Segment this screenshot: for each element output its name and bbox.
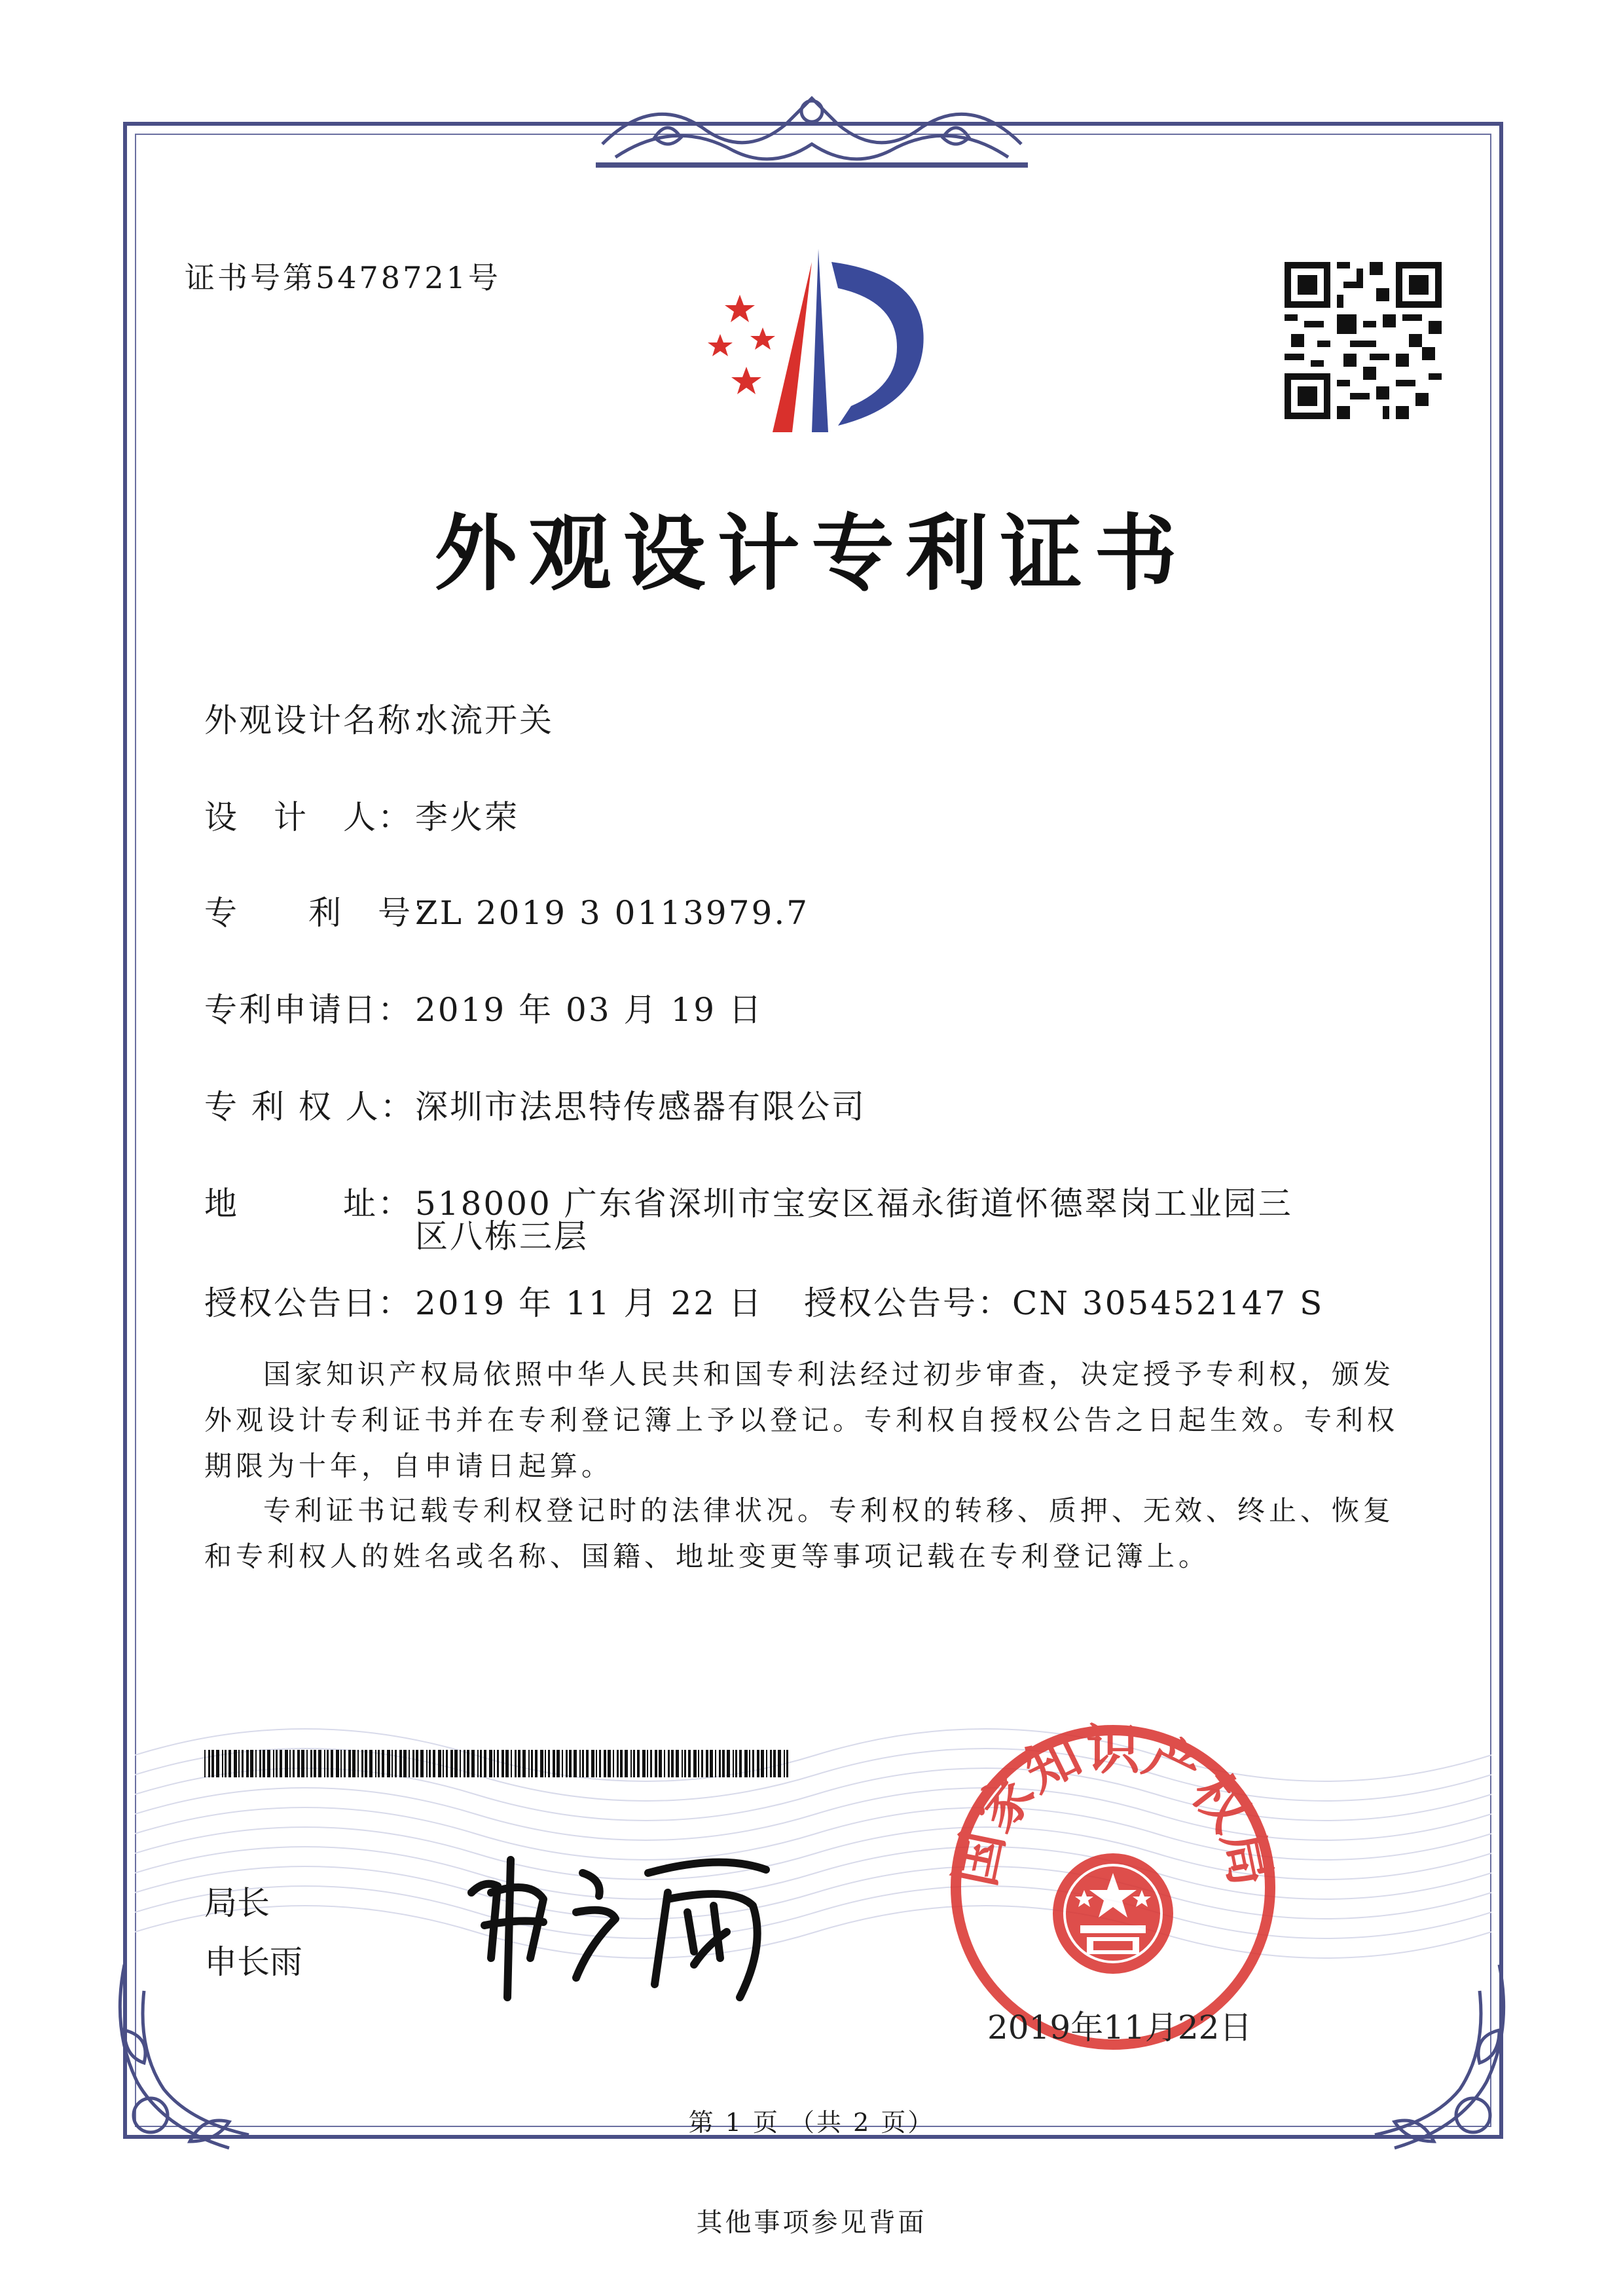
barcode-bar (671, 1750, 674, 1777)
field-grant-date (204, 1277, 763, 1324)
barcode-bar (348, 1750, 351, 1777)
barcode-bar (620, 1750, 623, 1777)
barcode-bar (630, 1750, 632, 1777)
field-patentee (204, 1081, 866, 1128)
barcode-bar (297, 1750, 300, 1777)
barcode-bar (511, 1750, 512, 1777)
top-ornament (576, 85, 1048, 177)
field-label: 授权公告号： (804, 1284, 1012, 1322)
barcode-bar (553, 1750, 555, 1777)
field-value: 李火荣 (415, 798, 519, 836)
barcode-bar (352, 1750, 356, 1777)
barcode-bar (786, 1750, 788, 1777)
barcode-bar (698, 1750, 699, 1777)
barcode-icon (204, 1750, 793, 1777)
barcode-bar (515, 1750, 517, 1777)
barcode-bar (426, 1750, 428, 1777)
barcode-bar (766, 1750, 767, 1777)
barcode-bar (773, 1750, 776, 1777)
barcode-bar (522, 1750, 526, 1777)
barcode-bar (416, 1750, 418, 1777)
barcode-bar (548, 1750, 550, 1777)
page-number: 第 1 页 （共 2 页） (688, 2108, 935, 2137)
barcode-bar (637, 1750, 640, 1777)
barcode-bar (234, 1750, 237, 1777)
barcode-bar (301, 1750, 304, 1777)
barcode-bar (306, 1750, 308, 1777)
barcode-bar (735, 1750, 737, 1777)
barcode-bar (722, 1750, 725, 1777)
barcode-bar (489, 1750, 492, 1777)
barcode-bar (501, 1750, 504, 1777)
field-value: 2019 年 03 月 19 日 (415, 991, 763, 1029)
barcode-bar (540, 1750, 543, 1777)
barcode-bar (591, 1750, 594, 1777)
barcode-bar (464, 1750, 465, 1777)
barcode-bar (477, 1750, 479, 1777)
barcode-bar (399, 1750, 402, 1777)
field-value: 深圳市法思特传感器有限公司 (415, 1088, 866, 1126)
barcode-bar (344, 1750, 346, 1777)
barcode-bar (701, 1750, 703, 1777)
barcode-bar (255, 1750, 257, 1777)
barcode-bar (676, 1750, 679, 1777)
statement-paragraph-1 (204, 1352, 1422, 1489)
certificate-number: 证书号第5478721号 (185, 260, 501, 295)
statement-paragraph-2 (204, 1488, 1422, 1580)
barcode-bar (327, 1750, 329, 1777)
field-label: 专 利 号： (204, 894, 447, 932)
barcode-bar (664, 1750, 665, 1777)
barcode-bar (562, 1750, 563, 1777)
barcode-bar (409, 1750, 410, 1777)
director-signature (458, 1834, 825, 2017)
barcode-bar (757, 1750, 759, 1777)
barcode-bar (276, 1750, 278, 1777)
field-value: 2019 年 11 月 22 日 (415, 1284, 763, 1322)
barcode-bar (392, 1750, 393, 1777)
barcode-bar (613, 1750, 614, 1777)
barcode-bar (599, 1750, 601, 1777)
barcode-bar (569, 1750, 572, 1777)
barcode-bar (454, 1750, 458, 1777)
barcode-bar (433, 1750, 435, 1777)
field-value: ZL 2019 3 0113979.7 (415, 894, 810, 932)
paragraph-text: 国家知识产权局依照中华人民共和国专利法经过初步审查，决定授予专利权，颁发外观设计专利证书并在专利登记簿上予以登记。专利权自授权公告之日起生效。专利权期限为十年，自申请日起算。 (204, 1358, 1399, 1482)
barcode-bar (752, 1750, 754, 1777)
field-value: 518000 广东省深圳市宝安区福永街道怀德翠岗工业园三 (415, 1185, 1293, 1223)
barcode-bar (285, 1750, 288, 1777)
barcode-bar (395, 1750, 397, 1777)
barcode-bar (749, 1750, 750, 1777)
field-label: 专利申请日： (204, 991, 412, 1029)
barcode-bar (280, 1750, 282, 1777)
barcode-bar (770, 1750, 772, 1777)
barcode-bar (574, 1750, 577, 1777)
field-label: 授权公告日： (204, 1284, 412, 1322)
barcode-bar (719, 1750, 721, 1777)
barcode-bar (625, 1750, 628, 1777)
barcode-bar (494, 1750, 495, 1777)
barcode-bar (545, 1750, 546, 1777)
barcode-bar (369, 1750, 373, 1777)
certificate-title: 外观设计专利证书 (434, 506, 1189, 602)
seal-date: 2019年11月22日 (987, 2009, 1252, 2046)
barcode-bar (246, 1750, 249, 1777)
barcode-bar (204, 1750, 206, 1777)
barcode-bar (460, 1750, 461, 1777)
barcode-bar (617, 1750, 619, 1777)
barcode-bar (608, 1750, 611, 1777)
barcode-bar (682, 1750, 683, 1777)
field-designer (204, 791, 519, 838)
field-address-line2: 区八栋三层 (415, 1217, 589, 1255)
barcode-bar (443, 1750, 444, 1777)
barcode-bar (267, 1750, 270, 1777)
barcode-bar (586, 1750, 589, 1777)
barcode-bar (566, 1750, 568, 1777)
barcode-bar (715, 1750, 716, 1777)
barcode-bar (693, 1750, 697, 1777)
footer-note: 其他事项参见背面 (696, 2208, 927, 2238)
barcode-bar (668, 1750, 670, 1777)
field-label: 专 利 权 人： (204, 1088, 415, 1126)
barcode-bar (471, 1750, 475, 1777)
barcode-bar (484, 1750, 486, 1777)
field-design-name (204, 694, 554, 741)
barcode-bar (242, 1750, 244, 1777)
barcode-bar (314, 1750, 316, 1777)
barcode-bar (710, 1750, 713, 1777)
barcode-bar (420, 1750, 424, 1777)
barcode-bar (684, 1750, 686, 1777)
barcode-bar (688, 1750, 691, 1777)
field-label: 外观设计名称： (204, 701, 447, 739)
field-value: CN 305452147 S (1012, 1284, 1324, 1322)
barcode-bar (222, 1750, 223, 1777)
barcode-bar (450, 1750, 453, 1777)
barcode-bar (293, 1750, 295, 1777)
barcode-bar (225, 1750, 227, 1777)
barcode-bar (211, 1750, 214, 1777)
barcode-bar (340, 1750, 342, 1777)
barcode-bar (528, 1750, 530, 1777)
barcode-bar (403, 1750, 407, 1777)
barcode-bar (429, 1750, 431, 1777)
barcode-bar (289, 1750, 291, 1777)
barcode-bar (324, 1750, 325, 1777)
field-publication-number (804, 1277, 1324, 1324)
barcode-bar (467, 1750, 469, 1777)
barcode-bar (579, 1750, 581, 1777)
barcode-bar (556, 1750, 560, 1777)
barcode-bar (706, 1750, 708, 1777)
barcode-bar (331, 1750, 333, 1777)
barcode-bar (642, 1750, 646, 1777)
barcode-bar (531, 1750, 533, 1777)
barcode-bar (216, 1750, 219, 1777)
barcode-bar (382, 1750, 384, 1777)
barcode-bar (604, 1750, 606, 1777)
director-title: 局长 (204, 1884, 270, 1922)
barcode-bar (318, 1750, 321, 1777)
barcode-bar (412, 1750, 414, 1777)
barcode-bar (273, 1750, 274, 1777)
director-name: 申长雨 (204, 1943, 302, 1981)
field-address (204, 1177, 1293, 1225)
barcode-bar (361, 1750, 363, 1777)
barcode-bar (365, 1750, 367, 1777)
barcode-bar (378, 1750, 380, 1777)
barcode-bar (744, 1750, 748, 1777)
barcode-bar (647, 1750, 648, 1777)
field-patent-number (204, 887, 809, 934)
barcode-bar (761, 1750, 764, 1777)
barcode-bar (310, 1750, 312, 1777)
barcode-bar (497, 1750, 499, 1777)
field-application-date (204, 984, 763, 1031)
barcode-bar (650, 1750, 652, 1777)
barcode-bar (535, 1750, 538, 1777)
barcode-bar (655, 1750, 657, 1777)
barcode-bar (387, 1750, 390, 1777)
qr-code-icon (1285, 262, 1442, 419)
barcode-bar (784, 1750, 785, 1777)
barcode-bar (733, 1750, 734, 1777)
patent-office-logo-icon (694, 236, 969, 445)
barcode-bar (727, 1750, 730, 1777)
barcode-bar (375, 1750, 376, 1777)
barcode-bar (336, 1750, 339, 1777)
barcode-bar (778, 1750, 781, 1777)
barcode-bar (633, 1750, 635, 1777)
barcode-bar (228, 1750, 231, 1777)
barcode-bar (505, 1750, 509, 1777)
barcode-bar (582, 1750, 584, 1777)
field-label: 设 计 人： (204, 798, 412, 836)
barcode-bar (208, 1750, 210, 1777)
field-label: 地 址： (204, 1185, 412, 1223)
barcode-bar (480, 1750, 482, 1777)
barcode-bar (259, 1750, 261, 1777)
barcode-bar (659, 1750, 662, 1777)
barcode-bar (596, 1750, 597, 1777)
barcode-bar (263, 1750, 265, 1777)
barcode-bar (238, 1750, 240, 1777)
seal-text: 国家知识产权局 (943, 1719, 1283, 1892)
paragraph-text: 专利证书记载专利权登记时的法律状况。专利权的转移、质押、无效、终止、恢复和专利权人的姓名或名称、国籍、地址变更等事项记载在专利登记簿上。 (204, 1494, 1395, 1572)
barcode-bar (739, 1750, 742, 1777)
field-value: 水流开关 (415, 701, 554, 739)
barcode-bar (518, 1750, 520, 1777)
barcode-bar (438, 1750, 441, 1777)
barcode-bar (446, 1750, 448, 1777)
barcode-bar (250, 1750, 253, 1777)
barcode-bar (357, 1750, 359, 1777)
